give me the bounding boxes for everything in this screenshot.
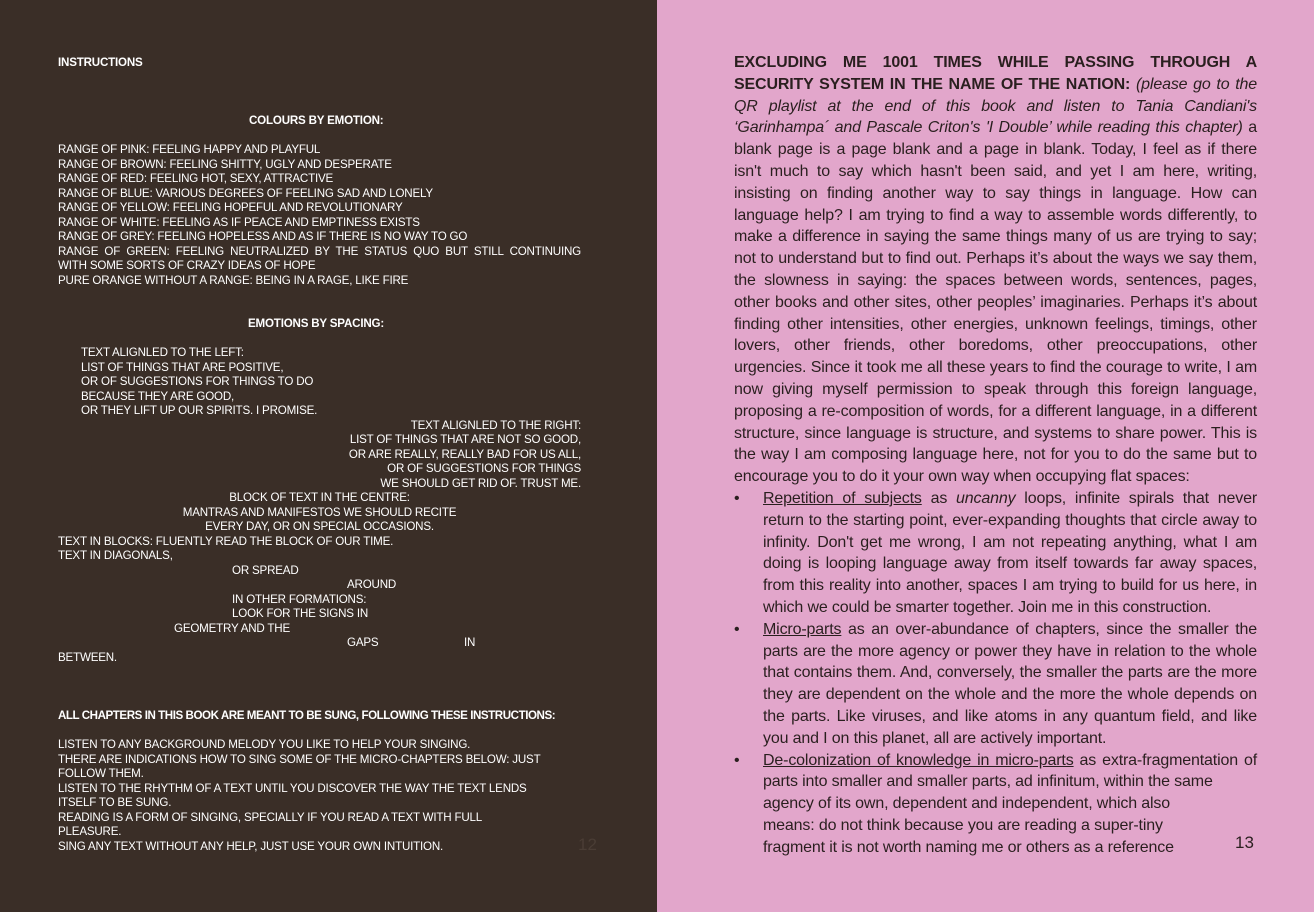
colour-line: PURE ORANGE WITHOUT A RANGE: BEING IN A RAGE, LIKE FIRE	[58, 273, 409, 287]
colour-line: WITH SOME SORTS OF CRAZY IDEAS OF HOPE	[58, 259, 316, 272]
bullet-icon: •	[734, 620, 740, 638]
bullet-text: fragment it is not worth naming me or others as a reference	[763, 838, 1174, 856]
bullet-text: as an over-abundance of chapters, since the smaller the parts are the more agency or power they have in relation to the whole that contains them. And, conversely, the smaller the parts are the more they are dependent on the whole and the more the whole depends on the parts. Like viruses, and like atoms in any quantum field, and like you and I on this planet, all are actively important.	[763, 620, 1257, 747]
diagonal-text: IN	[464, 636, 476, 649]
page-number-left: 12	[578, 835, 597, 854]
right-page	[657, 0, 1314, 912]
list-item	[734, 750, 1257, 859]
right-aligned-line: OR OF SUGGESTIONS FOR THINGS	[387, 462, 581, 475]
diagonal-text: LOOK FOR THE SIGNS IN	[232, 607, 369, 620]
bullet-icon: •	[734, 751, 740, 769]
diagonal-text: OR SPREAD	[232, 563, 299, 577]
colour-line: RANGE OF YELLOW: FEELING HOPEFUL AND REVOLUTIONARY	[58, 201, 403, 214]
sung-heading: ALL CHAPTERS IN THIS BOOK ARE MEANT TO BE SUNG, FOLLOWING THESE INSTRUCTIONS:	[58, 709, 556, 722]
list-item	[734, 619, 1257, 750]
bullet-term: Repetition of subjects	[763, 489, 922, 507]
right-aligned-line: WE SHOULD GET RID OF. TRUST ME.	[380, 476, 581, 490]
left-aligned-line: OR OF SUGGESTIONS FOR THINGS TO DO	[81, 375, 314, 388]
chapter-body: a blank page is a page blank and a page in blank. Today, I feel as if there isn't much to say which hasn't been said, and yet I am here, writing, insisting on finding another way to say things in language. How can language help? I am trying to find a way to assemble words differently, to make a difference in saying the same things many of us are trying to say; not to understand but to find out. Perhaps it’s about the ways we say them, the slowness in saying: the spaces between words, sentences, pages, other books and other sites, other peoples’ imaginaries. Perhaps it’s about finding other intensities, other energies, unknown feelings, timings, other lovers, other friends, other boredoms, other preoccupations, other urgencies. Since it took me all these years to find the courage to write, I am now giving myself permission to speak through this foreign language, proposing a re-composition of words, for a different language, in a different structure, since language is structure, and systems to share power. This is the way I am composing language here, not for you to do the same but to encourage you to do it your own way when occupying flat spaces:	[734, 119, 1258, 486]
bullet-term: De-colonization of knowledge in micro-parts	[763, 751, 1074, 769]
diagonal-text: TEXT IN DIAGONALS,	[58, 549, 173, 562]
bullet-text: means: do not think because you are reading a super-tiny	[763, 816, 1163, 834]
colour-line: RANGE OF PINK: FEELING HAPPY AND PLAYFUL	[58, 143, 321, 156]
sung-line: LISTEN TO ANY BACKGROUND MELODY YOU LIKE TO HELP YOUR SINGING.	[58, 738, 471, 751]
left-aligned-line: OR THEY LIFT UP OUR SPIRITS. I PROMISE.	[81, 404, 318, 417]
blocks-line: TEXT IN BLOCKS: FLUENTLY READ THE BLOCK OF OUR TIME.	[58, 534, 394, 548]
chapter-text	[734, 52, 1257, 858]
chapter-intro	[734, 52, 1257, 488]
diagonal-text: GAPS	[347, 636, 379, 649]
left-aligned-line: LIST OF THINGS THAT ARE POSITIVE,	[81, 360, 284, 374]
page-number-right: 13	[1235, 833, 1254, 852]
sung-line: READING IS A FORM OF SINGING, SPECIALLY IF YOU READ A TEXT WITH FULL	[58, 810, 483, 824]
sung-line: FOLLOW THEM.	[58, 767, 144, 780]
chapter-note: (please go to the QR playlist at the end of this book and listen to Tania Candiani's ‘Garinhampa´ and Pascale Criton's 'I Double’ while reading this chapter)	[734, 75, 1258, 137]
right-aligned-line: LIST OF THINGS THAT ARE NOT SO GOOD,	[349, 433, 581, 446]
colour-line: RANGE OF GREEN: FEELING NEUTRALIZED BY THE STATUS QUO BUT STILL CONTINUING	[58, 244, 581, 258]
bullet-text: loops, infinite spirals that never return to the starting point, ever-expanding thoughts that circle away to infinity. Don't get me wrong, I am not repeating anything, what I am doing is looping language away from itself towards far away spaces, from this reality into another, spaces I am trying to build for us here, in which we could be smarter together. Join me in this construction.	[763, 489, 1257, 616]
colour-line: RANGE OF BROWN: FEELING SHITTY, UGLY AND DESPERATE	[58, 157, 392, 171]
spacing-heading: EMOTIONS BY SPACING:	[248, 317, 384, 330]
diagonal-text: BETWEEN.	[58, 650, 117, 664]
sung-line: LISTEN TO THE RHYTHM OF A TEXT UNTIL YOU DISCOVER THE WAY THE TEXT LENDS	[58, 781, 527, 795]
bullet-list	[734, 488, 1257, 859]
diagonal-text: AROUND	[347, 578, 397, 591]
bullet-text: as extra-fragmentation of parts into smaller and smaller parts, ad infinitum, within the same	[763, 751, 1258, 791]
diagonal-text: IN OTHER FORMATIONS:	[232, 592, 367, 606]
left-aligned-line: BECAUSE THEY ARE GOOD,	[81, 389, 235, 403]
centre-aligned-line: MANTRAS AND MANIFESTOS WE SHOULD RECITE	[182, 505, 457, 519]
list-item	[734, 488, 1257, 619]
colours-heading: COLOURS BY EMOTION:	[249, 114, 384, 127]
right-aligned-line: TEXT ALIGNLED TO THE RIGHT:	[410, 418, 581, 432]
bullet-term: Micro-parts	[763, 620, 842, 638]
chapter-title: EXCLUDING ME 1001 TIMES WHILE PASSING THROUGH A SECURITY SYSTEM IN THE NAME OF THE NATION:	[734, 54, 1257, 93]
right-aligned-line: OR ARE REALLY, REALLY BAD FOR US ALL,	[348, 447, 581, 461]
centre-aligned-line: EVERY DAY, OR ON SPECIAL OCCASIONS.	[205, 520, 434, 533]
sung-line: THERE ARE INDICATIONS HOW TO SING SOME OF THE MICRO-CHAPTERS BELOW: JUST	[58, 752, 541, 766]
bullet-icon: •	[734, 489, 740, 507]
colour-line: RANGE OF WHITE: FEELING AS IF PEACE AND EMPTINESS EXISTS	[58, 215, 420, 229]
colour-line: RANGE OF GREY: FEELING HOPELESS AND AS IF THERE IS NO WAY TO GO	[58, 230, 468, 243]
bullet-emphasis: uncanny	[956, 489, 1016, 507]
instructions-title: INSTRUCTIONS	[58, 56, 143, 69]
colour-line: RANGE OF BLUE: VARIOUS DEGREES OF FEELING SAD AND LONELY	[58, 186, 433, 200]
left-aligned-line: TEXT ALIGNLED TO THE LEFT:	[81, 346, 244, 359]
sung-line: PLEASURE.	[58, 825, 122, 838]
sung-line: ITSELF TO BE SUNG.	[58, 796, 172, 809]
sung-line: SING ANY TEXT WITHOUT ANY HELP, JUST USE YOUR OWN INTUITION.	[58, 839, 444, 853]
bullet-text: agency of its own, dependent and independent, which also	[763, 795, 1171, 813]
bullet-text: as	[921, 489, 957, 507]
centre-aligned-line: BLOCK OF TEXT IN THE CENTRE:	[229, 491, 410, 504]
diagonal-text: GEOMETRY AND THE	[174, 621, 290, 635]
colour-line: RANGE OF RED: FEELING HOT, SEXY, ATTRACTIVE	[58, 172, 334, 185]
